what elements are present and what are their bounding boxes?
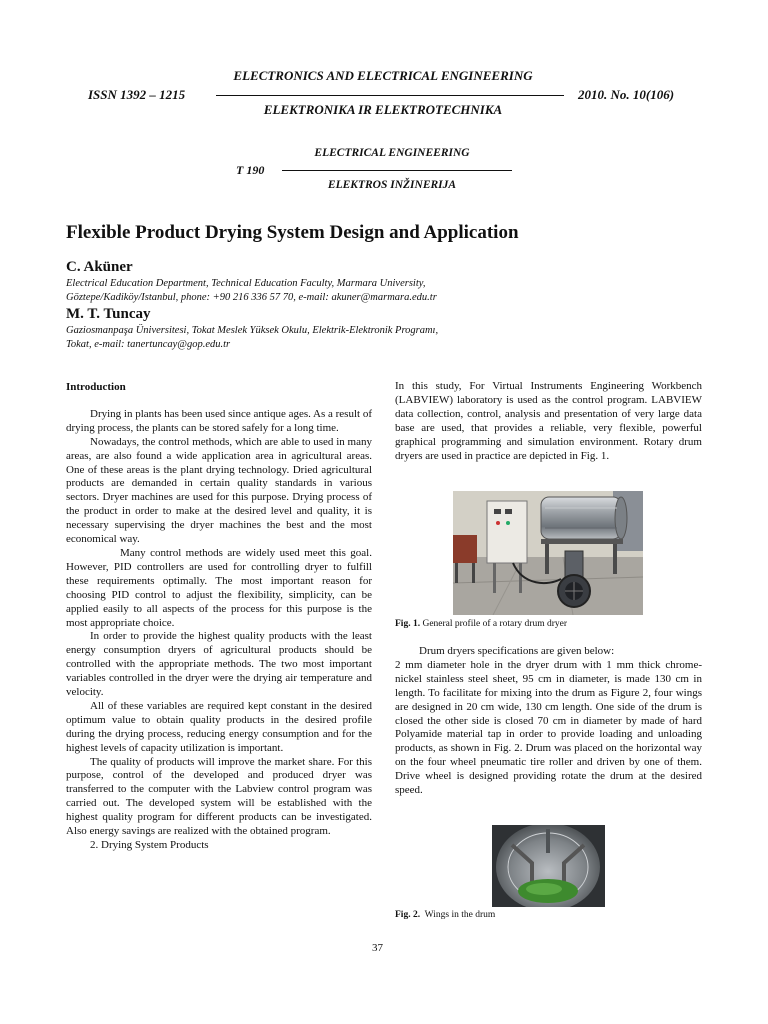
journal-title-lt: ELEKTRONIKA IR ELEKTROTECHNIKA <box>263 102 503 117</box>
figure-2-caption-text: Wings in the drum <box>424 910 496 920</box>
body-paragraph: All of these variables are required kept constant in the desired optimum value to obtain quality products in the desired profile during the drying process, reducing energy consumption and for the highest levels of capacity utilization is important. <box>66 699 372 754</box>
section-heading: Introduction <box>66 381 126 393</box>
issue-number: 2010. No. 10(106) <box>578 87 675 102</box>
author-name: C. Aküner <box>66 259 133 275</box>
body-paragraph: Drum dryers specifications are given below: <box>419 645 615 657</box>
figure-2-label: Fig. 2. <box>395 910 421 920</box>
body-paragraph: In this study, For Virtual Instruments Engineering Workbench (LABVIEW) laboratory is used as the control program. LABVIEW data collection, control, analysis and presentation of very large data base are used, that provides a reliable, very flexible, powerful graphical programming and simulation environment. Rotary drum dryers are used in practice are depicted in Fig. 1. <box>395 380 702 462</box>
body-paragraph: Drying in plants has been used since antique ages. As a result of drying process, the plants can be stored safely for a long time. <box>66 407 372 434</box>
author-affiliation: Electrical Education Department, Technical Education Faculty, Marmara University, <box>66 278 426 289</box>
author-affiliation: Tokat, e-mail: tanertuncay@gop.edu.tr <box>66 339 231 350</box>
subsection-heading: 2. Drying System Products <box>90 839 209 851</box>
issn: ISSN 1392 – 1215 <box>88 87 186 102</box>
figure-2-image <box>492 825 605 907</box>
section-code: T 190 <box>236 163 265 177</box>
body-paragraph: Many control methods are widely used meet this goal. However, PID controllers are used for controlling dryer to fulfill these requirements optimally. The most important reason for choosing PID control to adjust the flexibility, simplicity, can be applied easily to all aspects of the process for this purpose is the most appropriate choice. <box>66 546 372 629</box>
page-number: 37 <box>372 942 383 954</box>
body-paragraph: The quality of products will improve the market share. For this purpose, control of the developed and produced dryer was transferred to the computer with the Labview control program was carried out. The developed system will be established with the highest quality program for different products can be investigated. Also energy savings are realized with the obtained program. <box>66 755 372 838</box>
right-column-specs <box>395 645 702 798</box>
figure-1-caption <box>395 619 567 629</box>
paper-title: Flexible Product Drying System Design and Application <box>66 222 519 243</box>
figure-1-caption-text: General profile of a rotary drum dryer <box>422 619 567 629</box>
header-rule <box>216 95 564 96</box>
section-rule <box>282 170 512 171</box>
body-paragraph: 2 mm diameter hole in the dryer drum with 1 mm thick chrome-nickel stainless steel sheet, 95 cm in diameter, is made 130 cm in length. To facilitate for mixing into the drum as Figure 2, four wings are designed in 20 cm wide, 130 cm length. One side of the drum is closed the other side is closed 70 cm in diameter by made of hard Polyamide material tap in order to provide loading and unloading products, as shown in Fig. 2. Drum was placed on the horizontal way on the four wheel pneumatic tire roller and driven by one of them. Drive wheel is designed providing rotate the drum at the desired speed. <box>395 658 702 797</box>
section-title-lt: ELEKTROS INŽINERIJA <box>327 179 457 191</box>
body-paragraph: In order to provide the highest quality products with the least energy consumption dryers of agricultural products should be controlled with the appropriate methods. The two most important variables controlled in the dryer were the drying air temperature and velocity. <box>66 630 372 699</box>
section-title-en: ELECTRICAL ENGINEERING <box>314 147 470 159</box>
body-paragraph: Nowadays, the control methods, which are able to used in many areas, are also found a wide application area in agricultural areas. One of these areas is the plant drying technology. Dried agricultural products are demanded in certain quality standards in various sectors. Dryer machines are used for this purpose. Drying process of the product in order to make at the desired level and quality, it is necessary supervising the dryer machines the best and the most economical way. <box>66 435 372 546</box>
author-affiliation: Göztepe/Kadiköy/Istanbul, phone: +90 216 336 57 70, e-mail: akuner@marmara.edu.tr <box>66 292 437 303</box>
figure-2-caption <box>395 910 495 920</box>
author-name: M. T. Tuncay <box>66 306 151 322</box>
figure-1-label: Fig. 1. <box>395 619 421 629</box>
author-affiliation: Gaziosmanpaşa Üniversitesi, Tokat Meslek Yüksek Okulu, Elektrik-Elektronik Programı, <box>66 325 439 336</box>
left-column <box>66 381 372 853</box>
figure-1-image <box>453 491 643 615</box>
journal-title-en: ELECTRONICS AND ELECTRICAL ENGINEERING <box>233 68 533 83</box>
right-column-intro <box>395 380 702 463</box>
